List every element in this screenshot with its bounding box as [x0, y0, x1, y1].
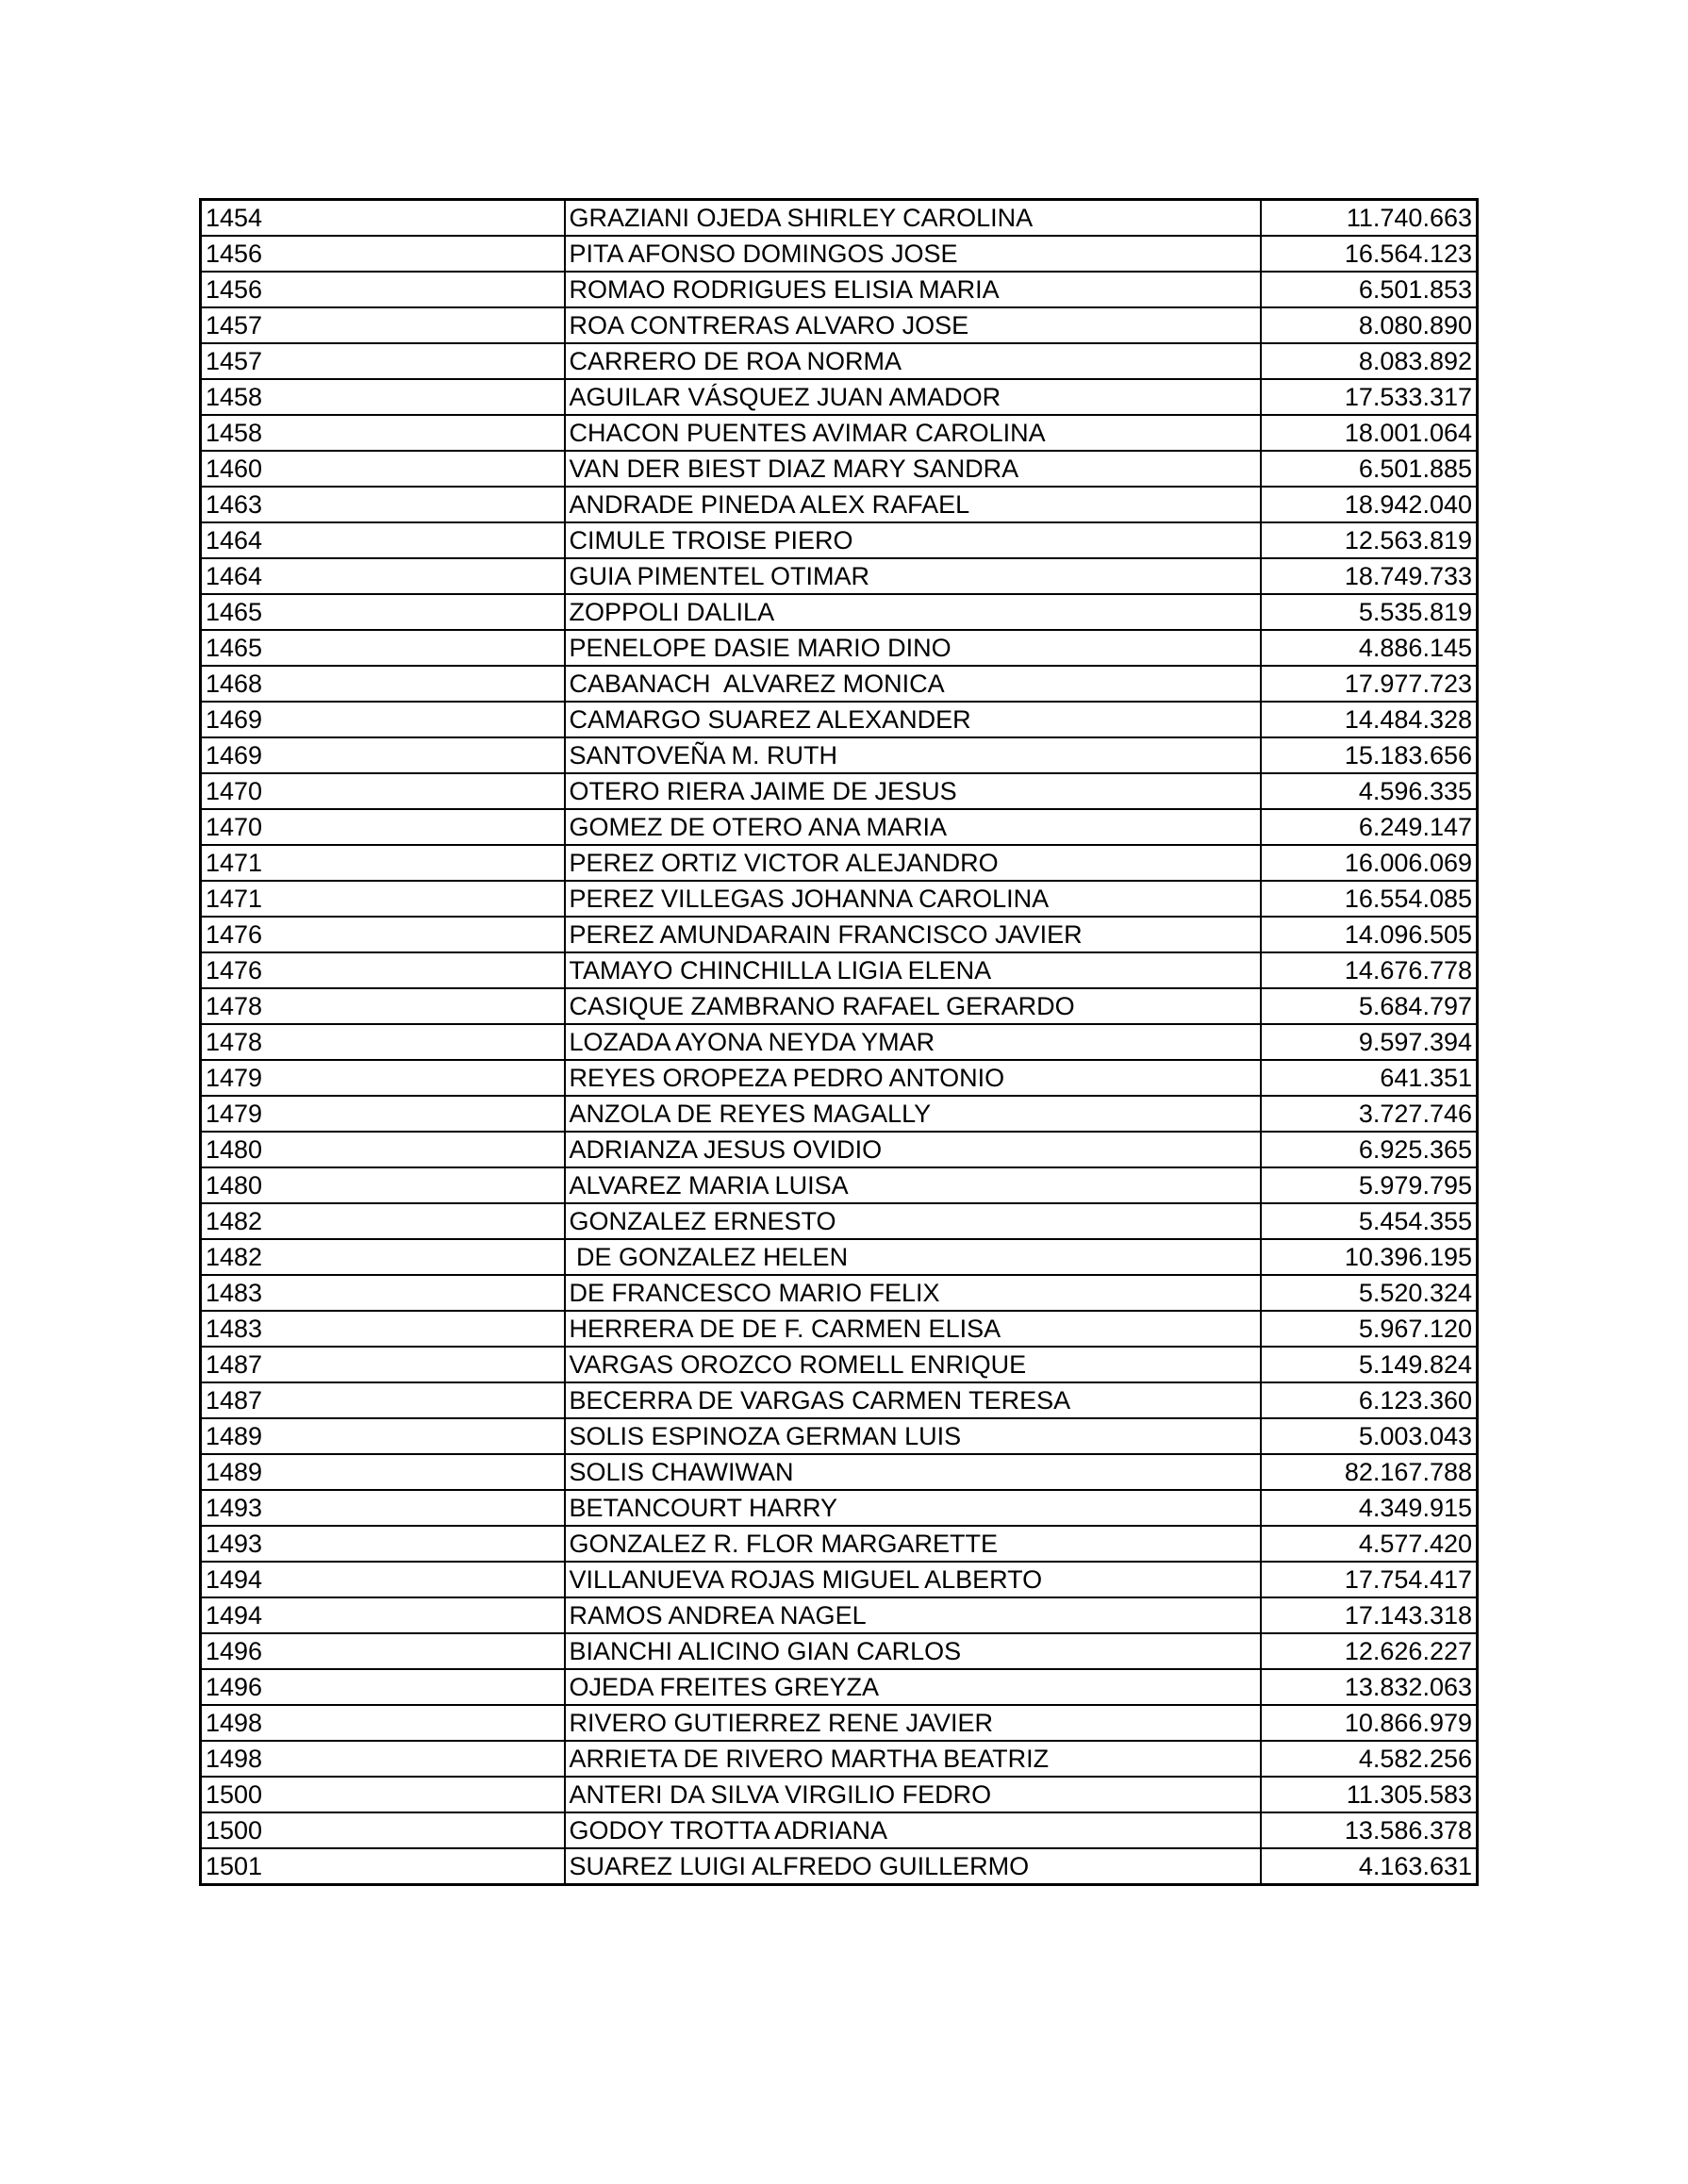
id-cell: 1456 — [201, 272, 565, 307]
id-cell: 1460 — [201, 451, 565, 487]
table-row — [201, 773, 1478, 809]
table-row — [201, 272, 1478, 307]
name-cell: CAMARGO SUAREZ ALEXANDER — [565, 702, 1261, 737]
name-cell: CHACON PUENTES AVIMAR CAROLINA — [565, 415, 1261, 451]
id-cell: 1498 — [201, 1705, 565, 1741]
name-cell: ADRIANZA JESUS OVIDIO — [565, 1132, 1261, 1167]
amount-cell: 8.080.890 — [1261, 307, 1478, 343]
name-cell: VILLANUEVA ROJAS MIGUEL ALBERTO — [565, 1562, 1261, 1597]
table-row — [201, 307, 1478, 343]
amount-cell: 3.727.746 — [1261, 1096, 1478, 1132]
name-cell: CIMULE TROISE PIERO — [565, 522, 1261, 558]
amount-cell: 9.597.394 — [1261, 1024, 1478, 1060]
name-cell: ZOPPOLI DALILA — [565, 594, 1261, 630]
id-cell: 1496 — [201, 1669, 565, 1705]
id-cell: 1487 — [201, 1347, 565, 1382]
amount-cell: 17.754.417 — [1261, 1562, 1478, 1597]
name-cell: PEREZ ORTIZ VICTOR ALEJANDRO — [565, 845, 1261, 881]
table-row — [201, 415, 1478, 451]
amount-cell: 6.249.147 — [1261, 809, 1478, 845]
amount-cell: 641.351 — [1261, 1060, 1478, 1096]
id-cell: 1457 — [201, 307, 565, 343]
id-cell: 1483 — [201, 1311, 565, 1347]
table-row — [201, 1418, 1478, 1454]
table-row — [201, 809, 1478, 845]
amount-cell: 16.554.085 — [1261, 881, 1478, 917]
table-row — [201, 379, 1478, 415]
id-cell: 1493 — [201, 1490, 565, 1526]
table-row — [201, 1669, 1478, 1705]
amount-cell: 10.396.195 — [1261, 1239, 1478, 1275]
amount-cell: 5.520.324 — [1261, 1275, 1478, 1311]
table-row — [201, 1132, 1478, 1167]
name-cell: PEREZ AMUNDARAIN FRANCISCO JAVIER — [565, 917, 1261, 952]
amount-cell: 5.003.043 — [1261, 1418, 1478, 1454]
id-cell: 1465 — [201, 594, 565, 630]
id-cell: 1489 — [201, 1418, 565, 1454]
table-row — [201, 1633, 1478, 1669]
name-cell: DE FRANCESCO MARIO FELIX — [565, 1275, 1261, 1311]
table-body — [201, 200, 1478, 1885]
amount-cell: 6.123.360 — [1261, 1382, 1478, 1418]
amount-cell: 11.740.663 — [1261, 200, 1478, 237]
table-row — [201, 1024, 1478, 1060]
amount-cell: 4.582.256 — [1261, 1741, 1478, 1777]
id-cell: 1463 — [201, 487, 565, 522]
table-row — [201, 1096, 1478, 1132]
table-row — [201, 343, 1478, 379]
amount-cell: 18.942.040 — [1261, 487, 1478, 522]
id-cell: 1496 — [201, 1633, 565, 1669]
amount-cell: 5.535.819 — [1261, 594, 1478, 630]
name-cell: GONZALEZ ERNESTO — [565, 1203, 1261, 1239]
id-cell: 1480 — [201, 1132, 565, 1167]
name-cell: GOMEZ DE OTERO ANA MARIA — [565, 809, 1261, 845]
name-cell: PEREZ VILLEGAS JOHANNA CAROLINA — [565, 881, 1261, 917]
amount-cell: 18.001.064 — [1261, 415, 1478, 451]
table-row — [201, 1239, 1478, 1275]
id-cell: 1478 — [201, 1024, 565, 1060]
table-row — [201, 702, 1478, 737]
id-cell: 1468 — [201, 666, 565, 702]
id-cell: 1469 — [201, 737, 565, 773]
name-cell: ARRIETA DE RIVERO MARTHA BEATRIZ — [565, 1741, 1261, 1777]
name-cell: SOLIS ESPINOZA GERMAN LUIS — [565, 1418, 1261, 1454]
name-cell: REYES OROPEZA PEDRO ANTONIO — [565, 1060, 1261, 1096]
table-row — [201, 1347, 1478, 1382]
table-row — [201, 1597, 1478, 1633]
name-cell: CABANACH ALVAREZ MONICA — [565, 666, 1261, 702]
table-row — [201, 1382, 1478, 1418]
amount-cell: 14.484.328 — [1261, 702, 1478, 737]
name-cell: ROA CONTRERAS ALVARO JOSE — [565, 307, 1261, 343]
name-cell: CASIQUE ZAMBRANO RAFAEL GERARDO — [565, 988, 1261, 1024]
name-cell: ROMAO RODRIGUES ELISIA MARIA — [565, 272, 1261, 307]
id-cell: 1458 — [201, 379, 565, 415]
name-cell: BETANCOURT HARRY — [565, 1490, 1261, 1526]
table-row — [201, 737, 1478, 773]
amount-cell: 4.163.631 — [1261, 1848, 1478, 1885]
table-row — [201, 1562, 1478, 1597]
amount-cell: 17.977.723 — [1261, 666, 1478, 702]
amount-cell: 6.925.365 — [1261, 1132, 1478, 1167]
amount-cell: 4.349.915 — [1261, 1490, 1478, 1526]
id-cell: 1493 — [201, 1526, 565, 1562]
table-row — [201, 630, 1478, 666]
id-cell: 1469 — [201, 702, 565, 737]
id-cell: 1494 — [201, 1562, 565, 1597]
table-row — [201, 522, 1478, 558]
amount-cell: 4.577.420 — [1261, 1526, 1478, 1562]
amount-cell: 16.006.069 — [1261, 845, 1478, 881]
amount-cell: 17.143.318 — [1261, 1597, 1478, 1633]
id-cell: 1479 — [201, 1060, 565, 1096]
document-page — [199, 198, 1476, 1886]
data-table — [199, 198, 1479, 1886]
table-row — [201, 917, 1478, 952]
amount-cell: 17.533.317 — [1261, 379, 1478, 415]
name-cell: OTERO RIERA JAIME DE JESUS — [565, 773, 1261, 809]
amount-cell: 5.684.797 — [1261, 988, 1478, 1024]
name-cell: GUIA PIMENTEL OTIMAR — [565, 558, 1261, 594]
id-cell: 1500 — [201, 1777, 565, 1812]
name-cell: ANZOLA DE REYES MAGALLY — [565, 1096, 1261, 1132]
id-cell: 1456 — [201, 236, 565, 272]
table-row — [201, 845, 1478, 881]
name-cell: SUAREZ LUIGI ALFREDO GUILLERMO — [565, 1848, 1261, 1885]
id-cell: 1501 — [201, 1848, 565, 1885]
id-cell: 1498 — [201, 1741, 565, 1777]
name-cell: ANDRADE PINEDA ALEX RAFAEL — [565, 487, 1261, 522]
name-cell: CARRERO DE ROA NORMA — [565, 343, 1261, 379]
name-cell: VAN DER BIEST DIAZ MARY SANDRA — [565, 451, 1261, 487]
amount-cell: 5.979.795 — [1261, 1167, 1478, 1203]
name-cell: AGUILAR VÁSQUEZ JUAN AMADOR — [565, 379, 1261, 415]
amount-cell: 5.149.824 — [1261, 1347, 1478, 1382]
id-cell: 1478 — [201, 988, 565, 1024]
id-cell: 1470 — [201, 773, 565, 809]
table-row — [201, 1777, 1478, 1812]
amount-cell: 14.676.778 — [1261, 952, 1478, 988]
table-row — [201, 1275, 1478, 1311]
id-cell: 1464 — [201, 522, 565, 558]
table-row — [201, 558, 1478, 594]
amount-cell: 5.967.120 — [1261, 1311, 1478, 1347]
amount-cell: 4.596.335 — [1261, 773, 1478, 809]
table-row — [201, 487, 1478, 522]
amount-cell: 16.564.123 — [1261, 236, 1478, 272]
id-cell: 1494 — [201, 1597, 565, 1633]
table-row — [201, 1705, 1478, 1741]
name-cell: SANTOVEÑA M. RUTH — [565, 737, 1261, 773]
amount-cell: 18.749.733 — [1261, 558, 1478, 594]
id-cell: 1483 — [201, 1275, 565, 1311]
id-cell: 1476 — [201, 917, 565, 952]
table-row — [201, 594, 1478, 630]
amount-cell: 6.501.885 — [1261, 451, 1478, 487]
id-cell: 1464 — [201, 558, 565, 594]
table-row — [201, 1060, 1478, 1096]
id-cell: 1500 — [201, 1812, 565, 1848]
name-cell: LOZADA AYONA NEYDA YMAR — [565, 1024, 1261, 1060]
name-cell: BIANCHI ALICINO GIAN CARLOS — [565, 1633, 1261, 1669]
name-cell: RAMOS ANDREA NAGEL — [565, 1597, 1261, 1633]
amount-cell: 13.832.063 — [1261, 1669, 1478, 1705]
amount-cell: 8.083.892 — [1261, 343, 1478, 379]
table-row — [201, 952, 1478, 988]
id-cell: 1476 — [201, 952, 565, 988]
name-cell: SOLIS CHAWIWAN — [565, 1454, 1261, 1490]
name-cell: GODOY TROTTA ADRIANA — [565, 1812, 1261, 1848]
name-cell: TAMAYO CHINCHILLA LIGIA ELENA — [565, 952, 1261, 988]
amount-cell: 11.305.583 — [1261, 1777, 1478, 1812]
name-cell: VARGAS OROZCO ROMELL ENRIQUE — [565, 1347, 1261, 1382]
name-cell: PENELOPE DASIE MARIO DINO — [565, 630, 1261, 666]
name-cell: ALVAREZ MARIA LUISA — [565, 1167, 1261, 1203]
name-cell: RIVERO GUTIERREZ RENE JAVIER — [565, 1705, 1261, 1741]
table-row — [201, 1526, 1478, 1562]
amount-cell: 82.167.788 — [1261, 1454, 1478, 1490]
id-cell: 1471 — [201, 881, 565, 917]
name-cell: ANTERI DA SILVA VIRGILIO FEDRO — [565, 1777, 1261, 1812]
table-row — [201, 1741, 1478, 1777]
amount-cell: 12.626.227 — [1261, 1633, 1478, 1669]
table-row — [201, 451, 1478, 487]
amount-cell: 13.586.378 — [1261, 1812, 1478, 1848]
name-cell: GRAZIANI OJEDA SHIRLEY CAROLINA — [565, 200, 1261, 237]
id-cell: 1458 — [201, 415, 565, 451]
name-cell: GONZALEZ R. FLOR MARGARETTE — [565, 1526, 1261, 1562]
table-row — [201, 236, 1478, 272]
table-row — [201, 1454, 1478, 1490]
id-cell: 1465 — [201, 630, 565, 666]
table-row — [201, 1311, 1478, 1347]
table-row — [201, 988, 1478, 1024]
table-row — [201, 881, 1478, 917]
amount-cell: 10.866.979 — [1261, 1705, 1478, 1741]
amount-cell: 4.886.145 — [1261, 630, 1478, 666]
id-cell: 1454 — [201, 200, 565, 237]
table-row — [201, 1490, 1478, 1526]
table-row — [201, 1203, 1478, 1239]
id-cell: 1480 — [201, 1167, 565, 1203]
amount-cell: 15.183.656 — [1261, 737, 1478, 773]
id-cell: 1482 — [201, 1203, 565, 1239]
table-row — [201, 200, 1478, 237]
amount-cell: 14.096.505 — [1261, 917, 1478, 952]
name-cell: DE GONZALEZ HELEN — [565, 1239, 1261, 1275]
amount-cell: 12.563.819 — [1261, 522, 1478, 558]
amount-cell: 6.501.853 — [1261, 272, 1478, 307]
id-cell: 1470 — [201, 809, 565, 845]
id-cell: 1471 — [201, 845, 565, 881]
id-cell: 1487 — [201, 1382, 565, 1418]
table-row — [201, 666, 1478, 702]
id-cell: 1457 — [201, 343, 565, 379]
table-row — [201, 1848, 1478, 1885]
table-row — [201, 1812, 1478, 1848]
id-cell: 1479 — [201, 1096, 565, 1132]
name-cell: BECERRA DE VARGAS CARMEN TERESA — [565, 1382, 1261, 1418]
name-cell: HERRERA DE DE F. CARMEN ELISA — [565, 1311, 1261, 1347]
id-cell: 1482 — [201, 1239, 565, 1275]
table-row — [201, 1167, 1478, 1203]
id-cell: 1489 — [201, 1454, 565, 1490]
name-cell: OJEDA FREITES GREYZA — [565, 1669, 1261, 1705]
amount-cell: 5.454.355 — [1261, 1203, 1478, 1239]
name-cell: PITA AFONSO DOMINGOS JOSE — [565, 236, 1261, 272]
